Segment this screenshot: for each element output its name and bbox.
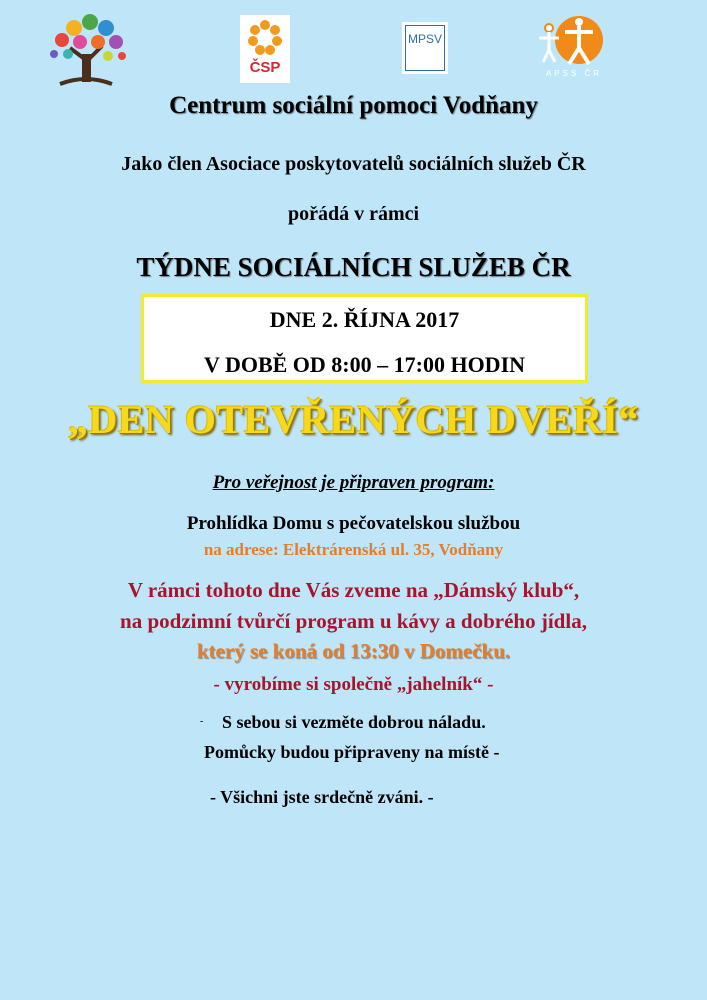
note-line-2: Pomůcky budou připraveny na místě - — [204, 742, 500, 762]
note-text-1: S sebou si vezměte dobrou náladu. — [222, 712, 486, 732]
apss-logo — [535, 12, 607, 80]
csp-logo-text: ČSP — [249, 59, 281, 76]
event-time: V DOBĚ OD 8:00 – 17:00 HODIN — [203, 352, 526, 377]
note-bullet: - — [200, 716, 204, 727]
note-line-3: - Všichni jste srdečně zváni. - — [210, 787, 434, 807]
week-title: TÝDNE SOCIÁLNÍCH SLUŽEB ČR — [136, 252, 571, 282]
tree-logo-icon — [40, 12, 132, 87]
event-date: DNE 2. ŘÍJNA 2017 — [269, 307, 460, 332]
organizer-title: Centrum sociální pomoci Vodňany — [169, 92, 538, 119]
club-line-3: který se koná od 13:30 v Domečku. — [196, 639, 511, 663]
club-line-1: V rámci tohoto dne Vás zveme na „Dámský klub“, — [127, 578, 580, 602]
membership-line: Jako člen Asociace poskytovatelů sociálních služeb ČR — [121, 153, 586, 175]
mpsv-logo — [402, 22, 448, 74]
mpsv-logo-text: MPSV — [407, 32, 442, 46]
tour-line: Prohlídka Domu s pečovatelskou službou — [186, 513, 521, 534]
organizes-line: pořádá v rámci — [287, 203, 420, 225]
event-title: „DEN OTEVŘENÝCH DVEŘÍ“ — [67, 397, 640, 442]
club-line-2: na podzimní tvůrčí program u kávy a dobrého jídla, — [120, 609, 587, 633]
date-box — [141, 294, 588, 383]
club-line-4: - vyrobíme si společně „jahelník“ - — [213, 674, 494, 695]
apss-logo-text: APSS ČR — [545, 69, 603, 78]
csp-logo — [240, 15, 290, 83]
address-line: na adrese: Elektrárenská ul. 35, Vodňany — [203, 540, 504, 559]
program-heading: Pro veřejnost je připraven program: — [212, 472, 495, 493]
